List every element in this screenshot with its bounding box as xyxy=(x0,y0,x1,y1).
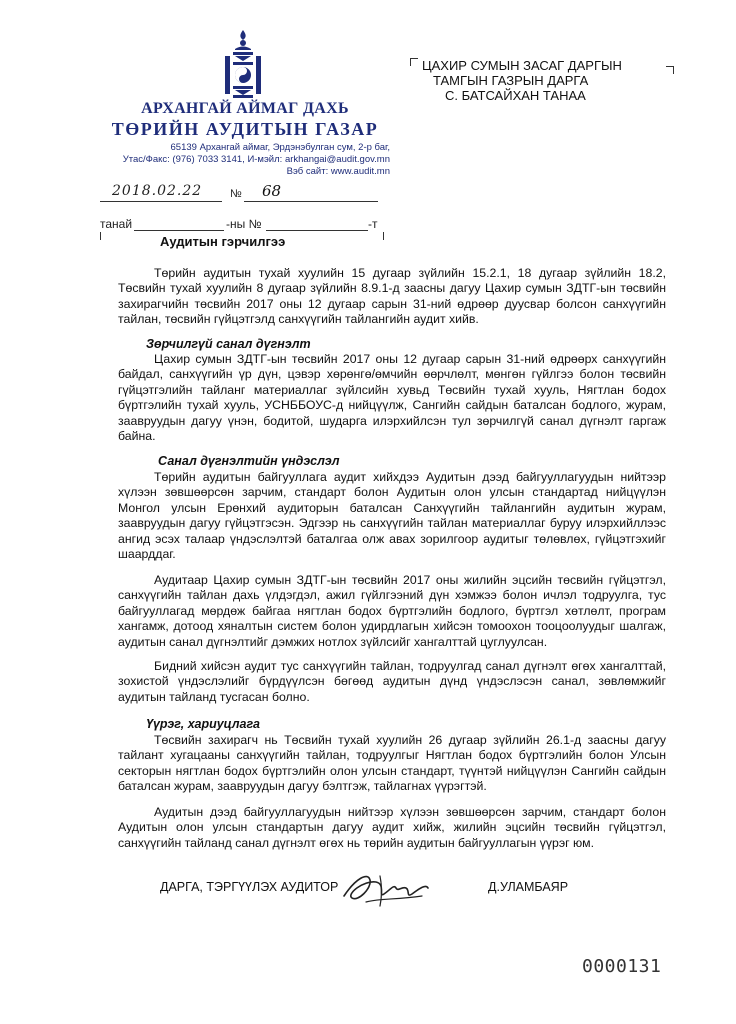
opinion-paragraph: Цахир сумын ЗДТГ-ын төсвийн 2017 оны 12 дугаар сарын 31-ний өдрөөрх санхүүгийн байдал, санхүүгийн үр дүн, цэвэр хөрөнгө/өмчийн өөрчлөлт, мөнгөн гүйлгээ болон төсвийн гүйцэтгэлийн тайланг материаллаг зүйлсийн хувьд Төсвийн тухай хууль, Нягтлан бодох бүртгэлийн тухай хууль, УСНББОУС-д нийцүүлж, Сангийн сайдын баталсан бодлого, журам, заавруудын дагуу үнэн, бодитой, шударга илэрхийлсэн тул зөрчилгүй санал дүгнэлт гаргаж байна. xyxy=(118,352,666,444)
document-date: 2018.02.22 xyxy=(112,183,203,199)
organization-address: 65139 Архангай аймаг, Эрдэнэбулган сум, 2-р баг, xyxy=(170,142,390,153)
handwritten-signature xyxy=(336,858,436,918)
heading-basis-for-opinion: Санал дүгнэлтийн үндэслэл xyxy=(158,454,340,468)
document-serial-number: 0000131 xyxy=(582,956,662,977)
recipient-line3: С. БАТСАЙХАН ТАНАА xyxy=(445,88,586,103)
organization-contacts: Утас/Факс: (976) 7033 3141, И-мэйл: arkhangai@audit.gov.mn xyxy=(122,154,390,165)
heading-responsibilities: Үүрэг, хариуцлага xyxy=(146,717,260,731)
intro-paragraph: Төрийн аудитын тухай хуулийн 15 дугаар зүйлийн 15.2.1, 18 дугаар зүйлийн 18.2, Төсвийн тухай хуулийн 8 дугаар зүйлийн 8.9.1-д заасны дагуу Цахир сумын ЗДТГ-ын төсвийн захирагчийн төсвийн 2017 оны 12 дугаар сарын 31-ний өдрөөр дуусвар болсон санхүүгийн тайлан, төсвийн гүйцэтгэлд санхүүгийн тайлангийн аудит хийв. xyxy=(118,266,666,327)
basis-paragraph: Төрийн аудитын байгууллага аудит хийхдээ Аудитын дээд байгууллагуудын нийтээр хүлээн зөвшөөрсөн зарчим, стандарт болон Аудитын олон улсын стандартад нийцүүлэн Монгол улсын Ерөнхий аудиторын баталсан Санхүүгийн тайлангийн аудитын журам, заавруудын дагуу гүйцэтгэсэн. Эдгээр нь санхүүгийн тайлан материаллаг буруу илэрхийллээс ангид эсэх талаар үндэслэлтэй баталгаа олж авах зорилгоор аудитыг төлөвлөх, гүйцэтгэхийг шаарддаг. xyxy=(118,470,666,562)
reference-number-blank xyxy=(266,230,368,231)
soyombo-emblem-icon xyxy=(222,28,264,100)
number-label: № xyxy=(230,188,242,200)
organization-website: Вэб сайт: www.audit.mn xyxy=(286,166,390,177)
auditor-duty-paragraph: Аудитын дээд байгууллагуудын нийтээр хүлээн зөвшөөрсөн зарчим, стандарт болон Аудитын олон улсын стандартын дагуу аудит хийж, жилийн эцсийн төсвийн гүйцэтгэл, санхүүгийн тайланд санал дүгнэлт өгөх нь төрийн аудитын байгууллагын үүрэг юм. xyxy=(118,805,666,850)
heading-unqualified-opinion: Зөрчилгүй санал дүгнэлт xyxy=(146,337,311,351)
recipient-corner-right xyxy=(666,66,674,74)
date-underline xyxy=(100,201,222,202)
recipient-corner-left xyxy=(410,58,418,66)
number-underline xyxy=(244,201,378,202)
signatory-role: ДАРГА, ТЭРГҮҮЛЭХ АУДИТОР xyxy=(160,880,339,894)
organization-name-line2: ТӨРИЙН АУДИТЫН ГАЗАР xyxy=(111,119,379,139)
reference-corner-right xyxy=(376,232,384,240)
reference-tanai-label: танай xyxy=(100,217,133,231)
organization-name-line1: АРХАНГАЙ АЙМАГ ДАХЬ xyxy=(141,100,349,117)
conclusion-paragraph: Бидний хийсэн аудит тус санхүүгийн тайлан, тодруулгад санал дүгнэлт өгөх хангалттай, зохистой үндэслэлийг бүрдүүлсэн бөгөөд аудитын дүнд үндэслэсэн санал, зөвлөмжийг аудитын тайланд тусгасан болно. xyxy=(118,659,666,704)
reference-t-suffix: -т xyxy=(368,217,378,231)
document-number: 68 xyxy=(262,182,282,200)
recipient-line2: ТАМГЫН ГАЗРЫН ДАРГА xyxy=(433,73,589,88)
reference-corner-left xyxy=(100,232,108,240)
procedures-paragraph: Аудитаар Цахир сумын ЗДТГ-ын төсвийн 2017 оны жилийн эцсийн төсвийн гүйцэтгэл, санхүүгийн тайлан дахь үлдэгдэл, ажил гүйлгээний дүн хэмжээ болон ичлэл тодруулга, тус байгууллагад мөрдөж байгаа нягтлан бодох бүртгэлийн бодлого, бүртгэл хөтлөлт, програм хангамж, дотоод хяналтын систем болон удирдлагын хийсэн томоохон тооцоолуудыг шалгаж, аудитын санал дүгнэлтийг дэмжих нотлох зүйлсийг хангалттай цуглуулсан. xyxy=(118,573,666,649)
reference-nyi-label: -ны № xyxy=(226,217,262,231)
responsibilities-paragraph: Төсвийн захирагч нь Төсвийн тухай хуулийн 26 дугаар зүйлийн 26.1-д заасны дагуу тайлант хугацааны санхүүгийн тайлан, тодруулгыг Нягтлан бодох бүртгэлийн болон Улсын секторын нягтлан бодох бүртгэлийн олон улсын стандарт, түүнтэй нийцүүлэн Сангийн сайдын баталсан журам, заавруудын дагуу бэлтгэж, тайлагнах үүрэгтэй. xyxy=(118,733,666,794)
recipient-line1: ЦАХИР СУМЫН ЗАСАГ ДАРГЫН xyxy=(422,58,622,73)
signatory-name: Д.УЛАМБАЯР xyxy=(488,880,569,894)
document-title: Аудитын гэрчилгээ xyxy=(160,234,286,249)
reference-date-blank xyxy=(134,230,224,231)
